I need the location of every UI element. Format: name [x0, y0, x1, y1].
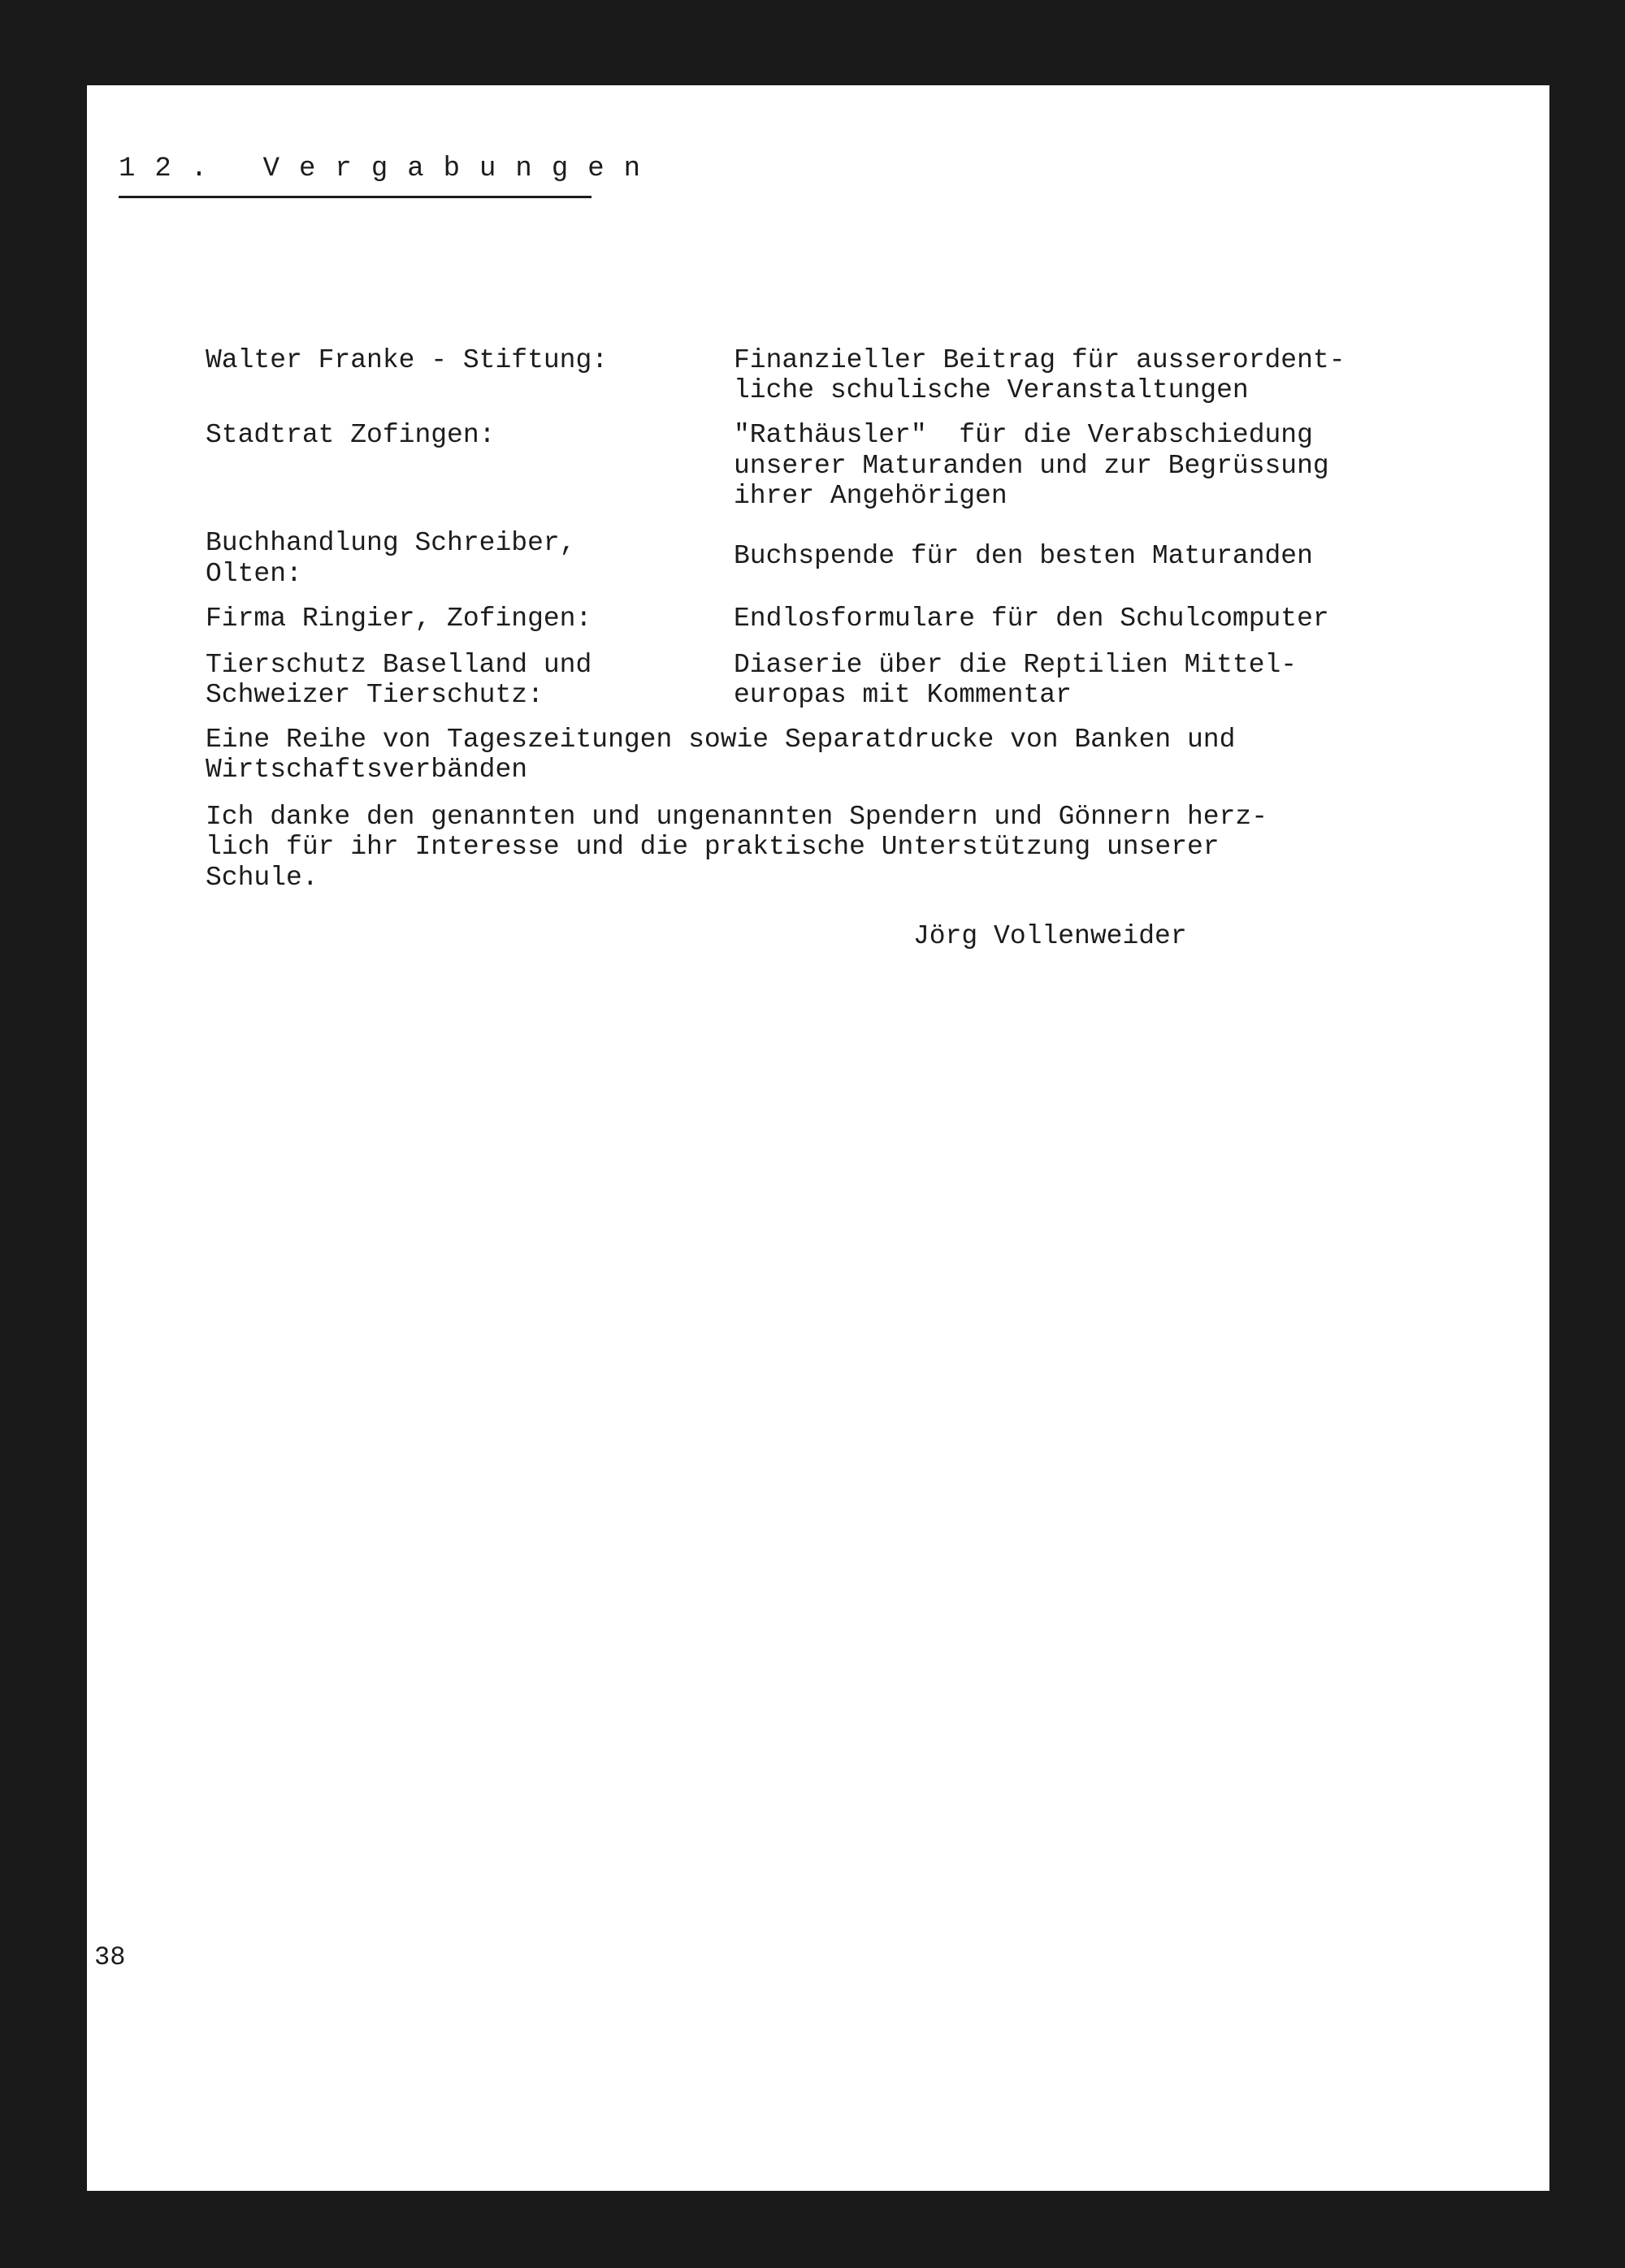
heading-underline [119, 196, 592, 198]
donation-description-line: Finanzieller Beitrag für ausserordent- [734, 345, 1346, 375]
donation-description-line: liche schulische Veranstaltungen [734, 375, 1249, 405]
donation-description-line: Buchspende für den besten Maturanden [734, 541, 1313, 571]
newspapers-note-line: Eine Reihe von Tageszeitungen sowie Separatdrucke von Banken und [206, 725, 1236, 755]
donor-name-line: Firma Ringier, Zofingen: [206, 604, 592, 634]
donation-description-line: Diaserie über die Reptilien Mittel- [734, 650, 1298, 680]
thanks-paragraph-line: lich für ihr Interesse und die praktische Unterstützung unserer [206, 832, 1220, 862]
donor-name-line: Walter Franke - Stiftung: [206, 345, 609, 375]
thanks-paragraph-line: Schule. [206, 863, 318, 893]
thanks-paragraph-line: Ich danke den genannten und ungenannten Spendern und Gönnern herz- [206, 802, 1268, 832]
donation-description-line: unserer Maturanden und zur Begrüssung [734, 451, 1329, 481]
donor-name-line: Buchhandlung Schreiber, [206, 528, 576, 558]
donor-name-line: Schweizer Tierschutz: [206, 680, 544, 710]
donation-description-line: ihrer Angehörigen [734, 481, 1008, 511]
donation-description-line: europas mit Kommentar [734, 680, 1072, 710]
signature: Jörg Vollenweider [913, 921, 1187, 951]
page-number: 38 [94, 1942, 126, 1972]
section-heading: 12. Vergabungen [119, 154, 661, 184]
donor-name-line: Olten: [206, 559, 302, 589]
donor-name-line: Stadtrat Zofingen: [206, 420, 496, 450]
donation-description-line: "Rathäusler" für die Verabschiedung [734, 420, 1313, 450]
donation-description-line: Endlosformulare für den Schulcomputer [734, 604, 1329, 634]
donor-name-line: Tierschutz Baselland und [206, 650, 592, 680]
newspapers-note-line: Wirtschaftsverbänden [206, 755, 528, 785]
